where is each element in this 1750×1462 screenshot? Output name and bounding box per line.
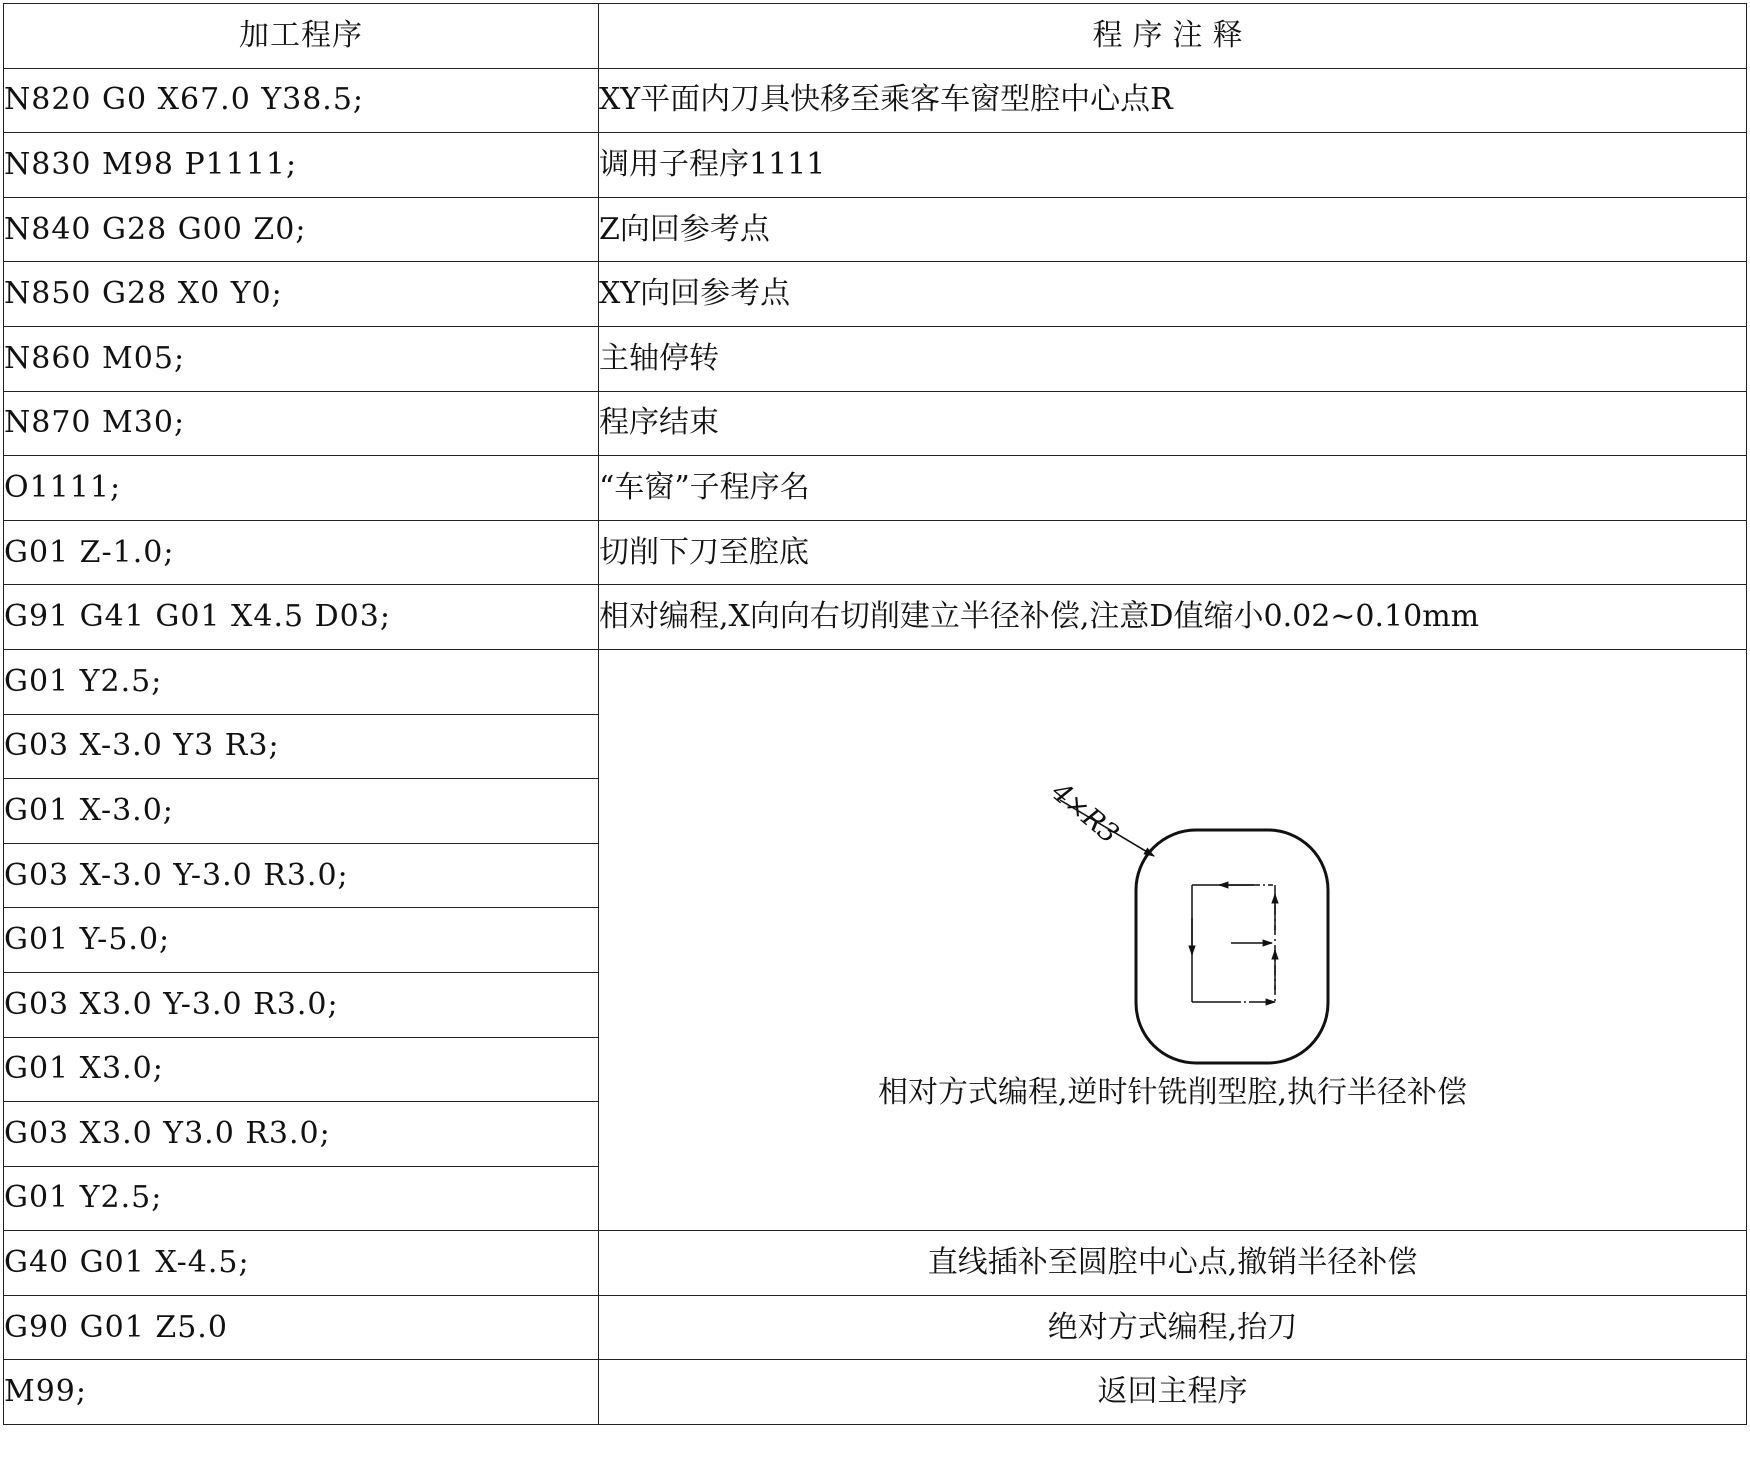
header-comment: 程序注释	[599, 4, 1747, 69]
code-cell: N830 M98 P1111;	[4, 133, 599, 198]
table-row	[4, 326, 1747, 391]
table-row	[4, 197, 1747, 262]
code-cell: O1111;	[4, 456, 599, 521]
pocket-outline	[1136, 830, 1328, 1063]
code-cell: G91 G41 G01 X4.5 D03;	[4, 585, 599, 650]
table-row	[4, 1231, 1747, 1296]
comment-cell: 调用子程序1111	[599, 133, 1747, 198]
table-row	[4, 456, 1747, 521]
figure-caption: 相对方式编程,逆时针铣削型腔,执行半径补偿	[877, 1074, 1468, 1110]
header-row	[4, 4, 1747, 69]
comment-cell: XY平面内刀具快移至乘客车窗型腔中心点R	[599, 68, 1747, 133]
table-row	[4, 1360, 1747, 1425]
code-cell: G01 X3.0;	[4, 1037, 599, 1102]
code-cell: G03 X-3.0 Y-3.0 R3.0;	[4, 843, 599, 908]
code-cell: G01 Y2.5;	[4, 1166, 599, 1231]
program-table	[3, 3, 1747, 1425]
table-row	[4, 585, 1747, 650]
code-cell: G01 Y2.5;	[4, 649, 599, 714]
table-row	[4, 520, 1747, 585]
table-row	[4, 133, 1747, 198]
code-cell: G03 X3.0 Y3.0 R3.0;	[4, 1102, 599, 1167]
code-cell: N840 G28 G00 Z0;	[4, 197, 599, 262]
table-row	[4, 262, 1747, 327]
figure	[599, 650, 1746, 1230]
table-row	[4, 391, 1747, 456]
comment-cell: “车窗”子程序名	[599, 456, 1747, 521]
table-row	[4, 1295, 1747, 1360]
comment-cell: 直线插补至圆腔中心点,撤销半径补偿	[599, 1231, 1747, 1296]
code-cell: M99;	[4, 1360, 599, 1425]
comment-cell: 返回主程序	[599, 1360, 1747, 1425]
code-cell: N820 G0 X67.0 Y38.5;	[4, 68, 599, 133]
comment-cell: 程序结束	[599, 391, 1747, 456]
table-row	[4, 649, 1747, 714]
code-cell: G01 Y-5.0;	[4, 908, 599, 973]
code-cell: G90 G01 Z5.0	[4, 1295, 599, 1360]
pocket-toolpath-diagram	[599, 650, 1748, 1230]
comment-cell: 相对编程,X向向右切削建立半径补偿,注意D值缩小0.02~0.10mm	[599, 585, 1747, 650]
code-cell: N870 M30;	[4, 391, 599, 456]
comment-cell: 绝对方式编程,抬刀	[599, 1295, 1747, 1360]
code-cell: G01 X-3.0;	[4, 779, 599, 844]
code-cell: G01 Z-1.0;	[4, 520, 599, 585]
code-cell: G03 X-3.0 Y3 R3;	[4, 714, 599, 779]
code-cell: G40 G01 X-4.5;	[4, 1231, 599, 1296]
code-cell: N850 G28 X0 Y0;	[4, 262, 599, 327]
code-cell: G03 X3.0 Y-3.0 R3.0;	[4, 972, 599, 1037]
figure-cell	[599, 649, 1747, 1230]
table-row	[4, 68, 1747, 133]
radius-label: 4×R3	[1045, 776, 1125, 850]
code-cell: N860 M05;	[4, 326, 599, 391]
comment-cell: XY向回参考点	[599, 262, 1747, 327]
header-code: 加工程序	[4, 4, 599, 69]
comment-cell: 主轴停转	[599, 326, 1747, 391]
comment-cell: 切削下刀至腔底	[599, 520, 1747, 585]
comment-cell: Z向回参考点	[599, 197, 1747, 262]
